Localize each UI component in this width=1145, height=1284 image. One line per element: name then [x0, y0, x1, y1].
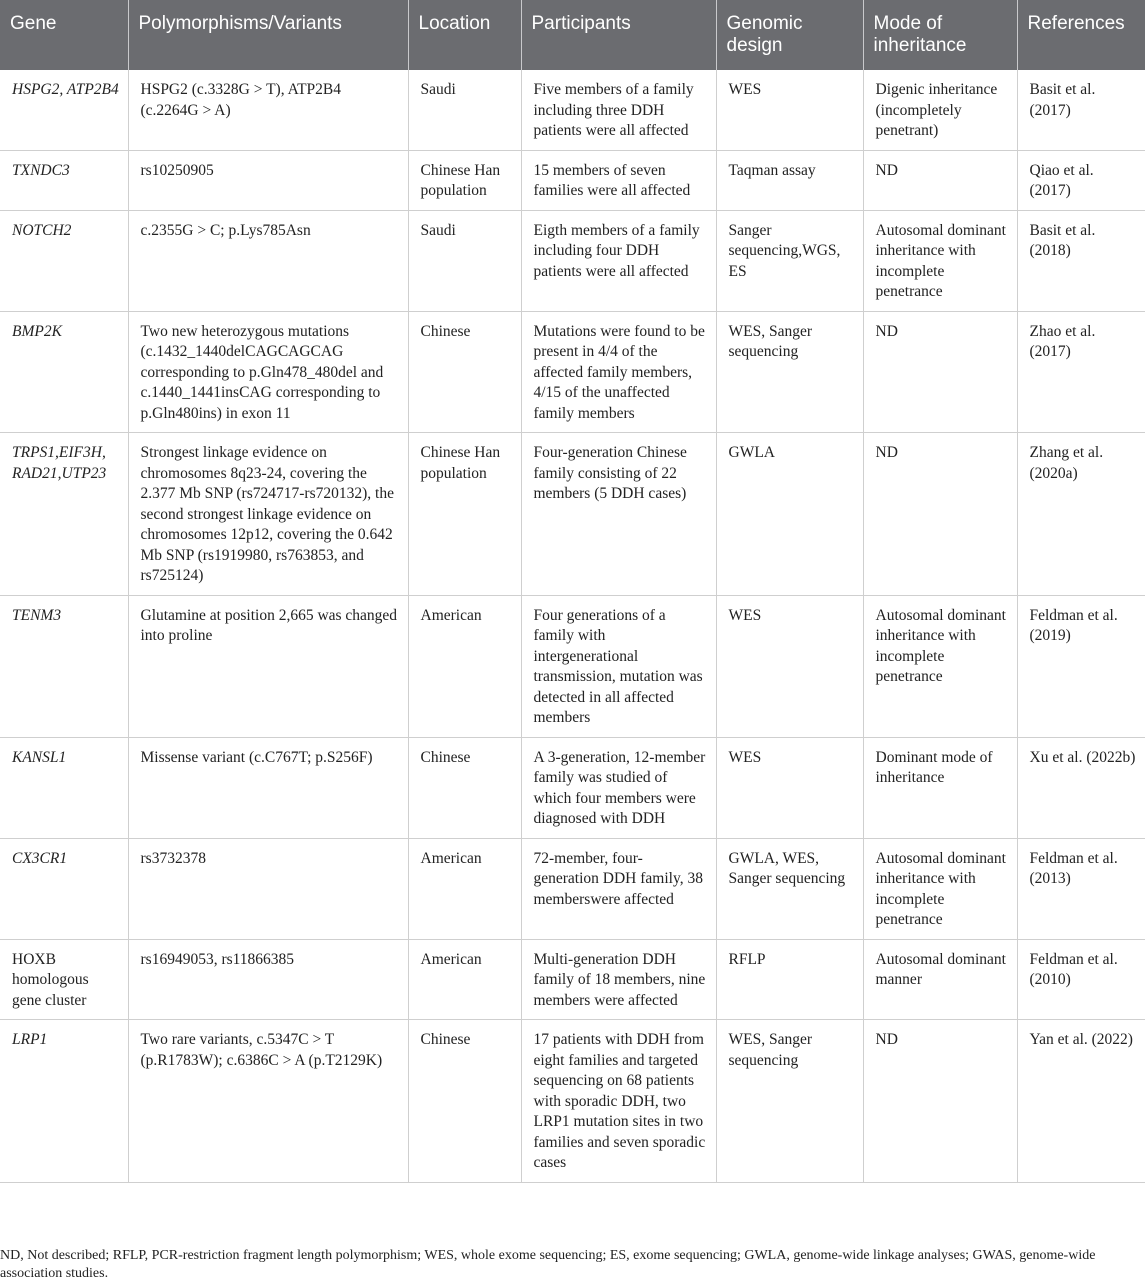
reference-cell: Basit et al. (2017): [1017, 70, 1145, 150]
gene-cell: KANSL1: [0, 737, 128, 838]
inheritance-cell: Autosomal dominant manner: [863, 939, 1017, 1020]
variants-cell: HSPG2 (c.3328G > T), ATP2B4 (c.2264G > A): [128, 70, 408, 150]
genomic-design-cell: WES: [716, 737, 863, 838]
participants-cell: 17 patients with DDH from eight families and targeted sequencing on 68 patients with sporadic DDH, two LRP1 mutation sites in two families and seven sporadic cases: [521, 1020, 716, 1183]
table-row: [0, 737, 1145, 838]
location-cell: Saudi: [408, 70, 521, 150]
genomic-design-cell: WES: [716, 595, 863, 737]
gene-cell: HSPG2, ATP2B4: [0, 70, 128, 150]
reference-cell: Feldman et al. (2019): [1017, 595, 1145, 737]
participants-cell: Four-generation Chinese family consisting of 22 members (5 DDH cases): [521, 433, 716, 596]
genomic-design-cell: Taqman assay: [716, 150, 863, 210]
gene-cell: LRP1: [0, 1020, 128, 1183]
genomic-design-cell: Sanger sequencing,WGS, ES: [716, 210, 863, 311]
column-header-gene: Gene: [0, 0, 128, 70]
location-cell: American: [408, 939, 521, 1020]
gene-cell: TENM3: [0, 595, 128, 737]
reference-cell: Feldman et al. (2013): [1017, 838, 1145, 939]
location-cell: Chinese: [408, 1020, 521, 1183]
variants-cell: rs3732378: [128, 838, 408, 939]
inheritance-cell: Autosomal dominant inheritance with incomplete penetrance: [863, 838, 1017, 939]
reference-cell: Yan et al. (2022): [1017, 1020, 1145, 1183]
column-header-mode-of-inheritance: Mode of inheritance: [863, 0, 1017, 70]
table-row: [0, 311, 1145, 433]
reference-cell: Zhao et al. (2017): [1017, 311, 1145, 433]
table-row: [0, 595, 1145, 737]
reference-cell: Basit et al. (2018): [1017, 210, 1145, 311]
variants-cell: Strongest linkage evidence on chromosomes 8q23-24, covering the 2.377 Mb SNP (rs724717-rs720132), the second strongest linkage evidence on chromosomes 12p12, covering the 0.642 Mb SNP (rs1919980, rs763853, and rs725124): [128, 433, 408, 596]
table-row: [0, 150, 1145, 210]
table-row: [0, 210, 1145, 311]
participants-cell: Eigth members of a family including four DDH patients were all affected: [521, 210, 716, 311]
participants-cell: Multi-generation DDH family of 18 members, nine members were affected: [521, 939, 716, 1020]
inheritance-cell: ND: [863, 150, 1017, 210]
participants-cell: Five members of a family including three DDH patients were all affected: [521, 70, 716, 150]
variants-cell: Missense variant (c.C767T; p.S256F): [128, 737, 408, 838]
table-row: [0, 939, 1145, 1020]
table-row: [0, 1020, 1145, 1183]
participants-cell: A 3-generation, 12-member family was studied of which four members were diagnosed with DDH: [521, 737, 716, 838]
table-header-row: [0, 0, 1145, 70]
genomic-design-cell: WES, Sanger sequencing: [716, 311, 863, 433]
column-header-participants: Participants: [521, 0, 716, 70]
table-footnote: ND, Not described; RFLP, PCR-restriction fragment length polymorphism; WES, whole exome sequencing; ES, exome sequencing; GWLA, genome-wide linkage analyses; GWAS, genome-wide association studies.: [0, 1248, 1096, 1281]
inheritance-cell: ND: [863, 311, 1017, 433]
variants-cell: rs16949053, rs11866385: [128, 939, 408, 1020]
variants-cell: rs10250905: [128, 150, 408, 210]
gene-cell: TXNDC3: [0, 150, 128, 210]
column-header-location: Location: [408, 0, 521, 70]
variants-cell: c.2355G > C; p.Lys785Asn: [128, 210, 408, 311]
participants-cell: Mutations were found to be present in 4/4 of the affected family members, 4/15 of the unaffected family members: [521, 311, 716, 433]
location-cell: American: [408, 595, 521, 737]
variants-cell: Glutamine at position 2,665 was changed into proline: [128, 595, 408, 737]
reference-cell: Zhang et al. (2020a): [1017, 433, 1145, 596]
genomic-design-cell: GWLA, WES, Sanger sequencing: [716, 838, 863, 939]
table-row: [0, 70, 1145, 150]
column-header-references: References: [1017, 0, 1145, 70]
variants-cell: Two rare variants, c.5347C > T (p.R1783W); c.6386C > A (p.T2129K): [128, 1020, 408, 1183]
inheritance-cell: Autosomal dominant inheritance with incomplete penetrance: [863, 595, 1017, 737]
gene-cell: HOXB homologous gene cluster: [0, 939, 128, 1020]
column-header-variants: Polymorphisms/Variants: [128, 0, 408, 70]
table-row: [0, 838, 1145, 939]
location-cell: Chinese: [408, 737, 521, 838]
reference-cell: Qiao et al. (2017): [1017, 150, 1145, 210]
column-header-genomic-design: Genomic design: [716, 0, 863, 70]
inheritance-cell: Digenic inheritance (incompletely penetrant): [863, 70, 1017, 150]
genomic-design-cell: GWLA: [716, 433, 863, 596]
table-row: [0, 433, 1145, 596]
location-cell: Chinese Han population: [408, 150, 521, 210]
inheritance-cell: ND: [863, 433, 1017, 596]
genomic-design-cell: RFLP: [716, 939, 863, 1020]
inheritance-cell: ND: [863, 1020, 1017, 1183]
genomic-design-cell: WES: [716, 70, 863, 150]
gene-cell: CX3CR1: [0, 838, 128, 939]
participants-cell: 72-member, four-generation DDH family, 38 memberswere affected: [521, 838, 716, 939]
gene-cell: NOTCH2: [0, 210, 128, 311]
reference-cell: Xu et al. (2022b): [1017, 737, 1145, 838]
variants-cell: Two new heterozygous mutations (c.1432_1440delCAGCAGCAG corresponding to p.Gln478_480del and c.1440_1441insCAG corresponding to p.Gln480ins) in exon 11: [128, 311, 408, 433]
genomic-design-cell: WES, Sanger sequencing: [716, 1020, 863, 1183]
participants-cell: Four generations of a family with intergenerational transmission, mutation was detected in all affected members: [521, 595, 716, 737]
participants-cell: 15 members of seven families were all affected: [521, 150, 716, 210]
location-cell: Saudi: [408, 210, 521, 311]
location-cell: Chinese: [408, 311, 521, 433]
inheritance-cell: Autosomal dominant inheritance with incomplete penetrance: [863, 210, 1017, 311]
location-cell: Chinese Han population: [408, 433, 521, 596]
gene-cell: BMP2K: [0, 311, 128, 433]
location-cell: American: [408, 838, 521, 939]
inheritance-cell: Dominant mode of inheritance: [863, 737, 1017, 838]
reference-cell: Feldman et al. (2010): [1017, 939, 1145, 1020]
gene-cell: TRPS1,EIF3H, RAD21,UTP23: [0, 433, 128, 596]
